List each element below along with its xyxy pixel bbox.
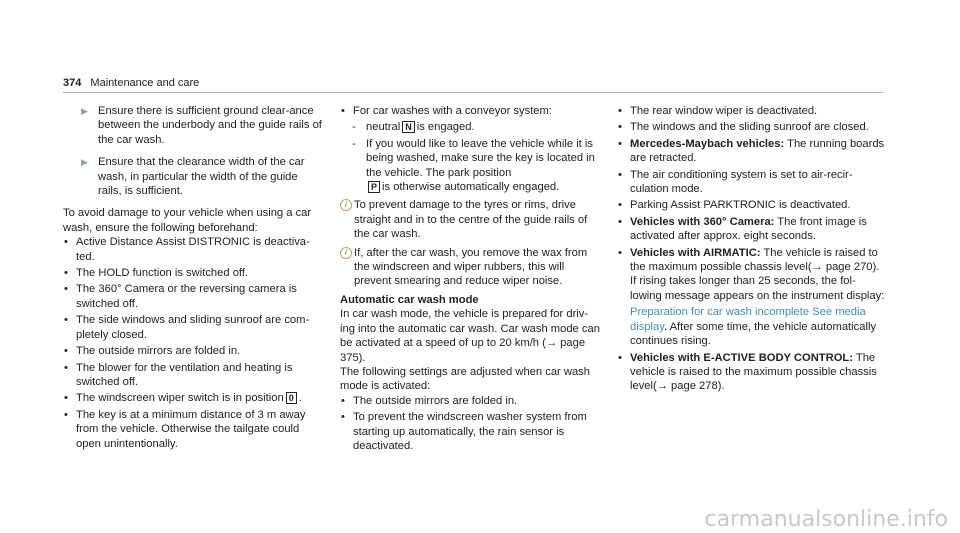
display-message xyxy=(630,305,885,348)
list-text: The HOLD function is switched off. xyxy=(76,267,249,280)
list-item xyxy=(340,394,602,408)
list-text: The key is at a minimum distance of 3 m away from the vehicle. Otherwise the tailgate could open unintentionally. xyxy=(76,408,306,450)
list-item xyxy=(63,313,323,342)
dash-icon: - xyxy=(352,121,356,134)
info-icon: i xyxy=(340,247,352,259)
bullet-icon: • xyxy=(64,283,68,296)
watermark: carmanualsonline.info xyxy=(704,506,948,532)
bullet-icon: • xyxy=(64,314,68,327)
bullet-icon: • xyxy=(64,345,68,358)
list-item xyxy=(617,120,885,134)
note-text: If, after the car wash, you remove the wax from the windscreen and wiper rubbers, this will prevent smearing and reduce wiper noise. xyxy=(354,246,588,288)
note-text: To prevent damage to the tyres or rims, drive straight and in to the centre of the guide rails of the car wash. xyxy=(354,199,588,241)
list-item xyxy=(63,344,323,358)
check-item xyxy=(81,104,323,147)
bullet-icon: • xyxy=(64,267,68,280)
list-text: If you would like to leave the vehicle while it is being washed, make sure the key is located in the vehicle. The park position xyxy=(366,137,595,179)
list-text: The vehicle is raised to the maximum possible chassis level(→ page 278). xyxy=(630,351,877,393)
triangle-icon: ▶ xyxy=(81,106,88,116)
park-key-icon: P xyxy=(368,181,380,193)
check-text: Ensure there is sufficient ground clear-ance between the underbody and the guide rails of the car wash. xyxy=(98,105,322,146)
list-text: The outside mirrors are folded in. xyxy=(76,345,241,358)
bullet-icon: • xyxy=(618,215,622,228)
note xyxy=(340,246,602,289)
sub-list-item xyxy=(340,137,602,195)
bullet-icon: • xyxy=(618,121,622,134)
list-item xyxy=(617,246,885,349)
paragraph: In car wash mode, the vehicle is prepared for driv-ing into the automatic car wash. Car wash mode can be activated at a speed of up to 20 km/h (→ page 375). xyxy=(340,308,600,364)
column-1 xyxy=(63,104,323,453)
list-text: The front image is activated after approx. eight seconds. xyxy=(630,215,867,243)
bullet-icon: • xyxy=(618,137,622,150)
note xyxy=(340,198,602,241)
list-text: The windscreen wiper switch is in position xyxy=(76,392,284,405)
bullet-icon: • xyxy=(618,105,622,117)
list-text: neutral xyxy=(366,121,401,134)
bullet-icon: • xyxy=(618,246,622,259)
list-text: If rising takes longer than 25 seconds, the fol-lowing message appears on the instrument display: xyxy=(630,275,885,302)
list-text: The running boards are retracted. xyxy=(630,137,885,165)
list-text: The side windows and sliding sunroof are com-pletely closed. xyxy=(76,314,310,341)
column-2 xyxy=(340,104,602,455)
bullet-icon: • xyxy=(64,361,68,374)
section-title: Maintenance and care xyxy=(90,77,200,89)
bullet-icon: • xyxy=(64,236,68,249)
bullet-icon: • xyxy=(618,351,622,364)
list-item xyxy=(617,104,885,118)
list-item xyxy=(63,408,323,451)
list-item xyxy=(340,410,602,453)
list-text: For car washes with a conveyor system: xyxy=(353,105,552,117)
neutral-key-icon: N xyxy=(402,121,415,133)
list-item xyxy=(617,198,885,212)
list-item xyxy=(617,215,885,244)
position-0-key-icon: 0 xyxy=(286,392,297,404)
check-item xyxy=(81,155,323,198)
list-item xyxy=(617,351,885,394)
list-item xyxy=(63,235,323,264)
list-item xyxy=(340,104,602,118)
message-text: Preparation for car wash incomplete See media display xyxy=(630,306,866,333)
bullet-icon: • xyxy=(64,408,68,421)
list-item xyxy=(63,361,323,390)
list-text: . After some time, the vehicle automatically continues rising. xyxy=(630,320,877,348)
list-text: is otherwise automatically engaged. xyxy=(382,181,560,194)
list-label: Vehicles with 360° Camera: xyxy=(630,215,775,228)
list-text: Active Distance Assist DISTRONIC is deactiva-ted. xyxy=(76,236,310,263)
list-item xyxy=(63,391,323,405)
subheading: Automatic car wash mode xyxy=(340,293,479,306)
page-number: 374 xyxy=(63,77,82,89)
list-label: Mercedes-Maybach vehicles: xyxy=(630,137,785,150)
header-rule xyxy=(63,92,883,93)
column-3 xyxy=(617,104,885,396)
list-text: The 360° Camera or the reversing camera is switched off. xyxy=(76,283,297,310)
list-text: The blower for the ventilation and heating is switched off. xyxy=(76,361,293,388)
list-text: To prevent the windscreen washer system from starting up automatically, the rain sensor is deactivated. xyxy=(353,411,587,452)
list-label: Vehicles with E-ACTIVE BODY CONTROL: xyxy=(630,351,853,364)
list-item xyxy=(617,168,885,197)
check-text: Ensure that the clearance width of the car wash, in particular the width of the guide rails, is sufficient. xyxy=(98,156,305,198)
intro-text: To avoid damage to your vehicle when using a car wash, ensure the following beforehand: xyxy=(63,207,312,234)
list-item xyxy=(617,137,885,166)
list-text: is engaged. xyxy=(416,121,475,134)
bullet-icon: • xyxy=(341,105,345,117)
list-text: The outside mirrors are folded in. xyxy=(353,394,518,407)
list-text: The vehicle is raised to the maximum possible chassis level(→ page 270). xyxy=(630,246,880,274)
list-item xyxy=(63,266,323,280)
list-item xyxy=(63,282,323,311)
list-text: Parking Assist PARKTRONIC is deactivated. xyxy=(630,199,851,212)
list-label: Vehicles with AIRMATIC: xyxy=(630,246,761,259)
list-text: . xyxy=(298,392,302,405)
info-icon: i xyxy=(340,199,352,211)
paragraph: The following settings are adjusted when car wash mode is activated: xyxy=(340,365,590,393)
bullet-icon: • xyxy=(64,392,68,405)
dash-icon: - xyxy=(352,137,356,150)
sub-list-item xyxy=(340,120,602,134)
bullet-icon: • xyxy=(341,394,345,407)
bullet-icon: • xyxy=(618,199,622,212)
list-text: The air conditioning system is set to air-recir-culation mode. xyxy=(630,168,853,196)
bullet-icon: • xyxy=(341,411,345,424)
list-text: The windows and the sliding sunroof are closed. xyxy=(630,121,869,134)
bullet-icon: • xyxy=(618,168,622,181)
page-header xyxy=(63,76,199,90)
triangle-icon: ▶ xyxy=(81,157,88,168)
list-text: The rear window wiper is deactivated. xyxy=(630,105,818,117)
